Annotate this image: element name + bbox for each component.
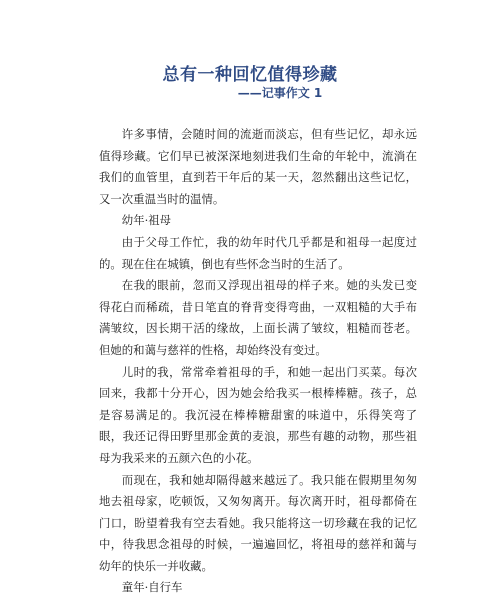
article-body: [99, 124, 417, 599]
paragraph-childhood: 由于父母工作忙，我的幼年时代几乎都是和祖母一起度过的。现在住在城镇，倒也有些怀念当时的生活了。: [99, 234, 417, 271]
paragraph-present-day: 而现在，我和她却隔得越来越远了。我只能在假期里匆匆地去祖母家，吃顿饭，又匆匆离开。每次离开时，祖母都倚在门口，盼望着我有空去看她。我只能将这一切珍藏在我的记忆中，待我思念祖母的时候，一遍遍回忆，将祖母的慈祥和蔼与幼年的快乐一并收藏。: [99, 472, 417, 573]
section-heading-grandmother: 幼年·祖母: [121, 213, 171, 228]
intro-paragraph: 许多事情，会随时间的流逝而淡忘，但有些记忆，却永远值得珍藏。它们早已被深深地刻进我们生命的年轮中，流淌在我们的血管里，直到若干年后的某一天，忽然翻出这些记忆，又一次重温当时的温情。: [99, 127, 417, 206]
paragraph-shopping-memory: 儿时的我，常常牵着祖母的手，和她一起出门买菜。每次回来，我都十分开心，因为她会给我买一根棒棒糖。孩子，总是容易满足的。我沉浸在棒棒糖甜蜜的味道中，乐得笑弯了眼，我还记得田野里那金黄的麦浪，那些有趣的动物，那些祖母为我采来的五颜六色的小花。: [99, 364, 417, 465]
paragraph-grandmother-appearance: 在我的眼前，忽而又浮现出祖母的样子来。她的头发已变得花白而稀疏，昔日笔直的脊背变得弯曲，一双粗糙的大手布满皱纹，因长期干活的缘故，上面长满了皱纹，粗糙而苍老。但她的和蔼与慈祥的性格，却始终没有变过。: [99, 278, 417, 357]
section-heading-bicycle: 童年·自行车: [121, 580, 183, 595]
document-subtitle: ——记事作文 1: [237, 86, 323, 100]
document-title: 总有一种回忆值得珍藏: [162, 65, 338, 85]
